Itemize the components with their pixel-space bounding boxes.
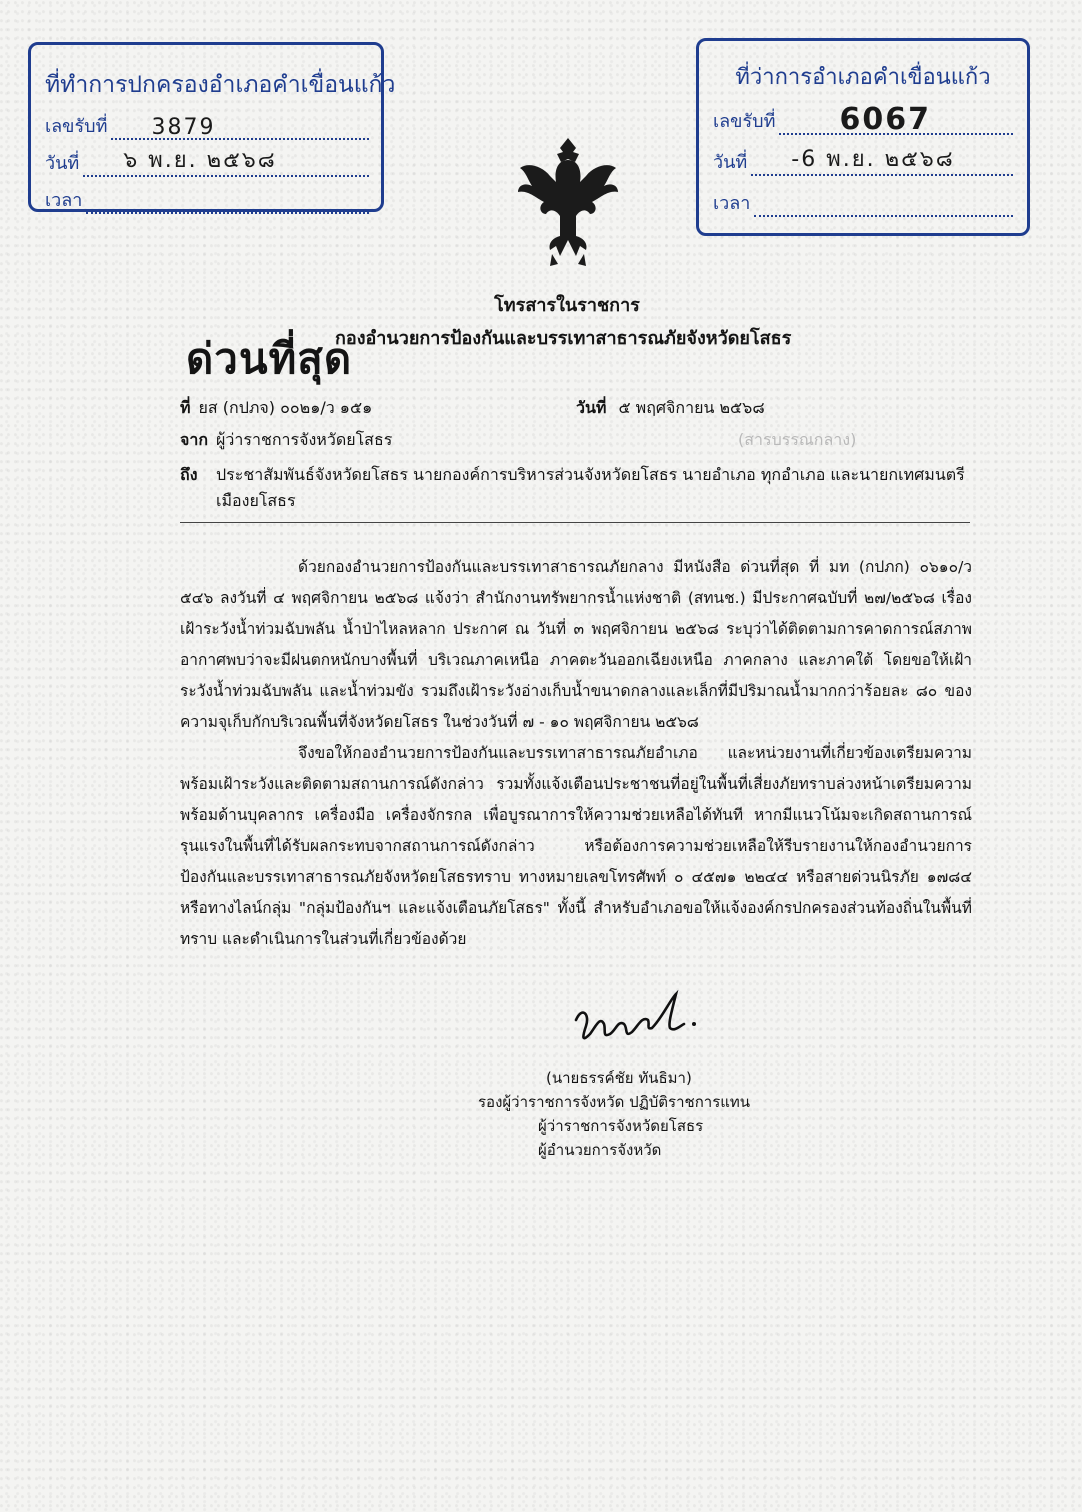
stamp-time-row (713, 188, 1013, 217)
stamp-time-label: เวลา (713, 193, 751, 214)
urgency-label: ด่วนที่สุด (186, 334, 353, 383)
stamp-date-label: วันที่ (713, 152, 748, 173)
faint-registry-stamp: (สารบรรณกลาง) (738, 430, 857, 449)
to-value: ประชาสัมพันธ์จังหวัดยโสธร นายกองค์การบริหารส่วนจังหวัดยโสธร นายอำเภอ ทุกอำเภอ และนายกเทศมนตรีเมืองยโสธร (216, 465, 965, 510)
stamp-office: ที่ว่าการอำเภอคำเขื่อนแก้ว (735, 65, 991, 90)
stamp-date-row (45, 148, 369, 177)
paragraph-2-text: จึงขอให้กองอำนวยการป้องกันและบรรเทาสาธารณภัยอำเภอ และหน่วยงานที่เกี่ยวข้องเตรียมความพร้อมเฝ้าระวังและติดตามสถานการณ์ดังกล่าว รวมทั้งแจ้งเตือนประชาชนที่อยู่ในพื้นที่เสี่ยงภัยทราบล่วงหน้าเตรียมความพร้อมด้านบุคลากร เครื่องมือ เครื่องจักรกล เพื่อบูรณาการให้ความช่วยเหลือได้ทันที หากมีแนวโน้มจะเกิดสถานการณ์รุนแรงในพื้นที่ได้รับผลกระทบจากสถานการณ์ดังกล่าว หรือต้องการความช่วยเหลือให้รีบรายงานให้กองอำนวยการป้องกันและบรรเทาสาธารณภัยจังหวัดยโสธรทราบ ทางหมายเลขโทรศัพท์ ๐ ๔๕๗๑ ๒๒๔๔ หรือสายด่วนนิรภัย ๑๗๘๔ หรือทางไลน์กลุ่ม "กลุ่มป้องกันฯ และแจ้งเตือนภัยโสธร" ทั้งนี้ สำหรับอำเภอขอให้แจ้งองค์กรปกครองส่วนท้องถิ่นในพื้นที่ทราบ และดำเนินการในส่วนที่เกี่ยวข้องด้วย (180, 744, 972, 948)
receipt-stamp-right (696, 38, 1030, 236)
body-paragraph-2 (180, 738, 972, 955)
document-type-title: โทรสารในราชการ (494, 295, 640, 316)
reference-line (180, 396, 372, 421)
stamp-receipt-row (713, 102, 1013, 137)
garuda-emblem-icon (508, 130, 628, 280)
to-line (180, 462, 980, 514)
date-value: ๕ พฤศจิกายน ๒๕๖๘ (618, 398, 765, 417)
stamp-time-row (45, 185, 369, 214)
stamp-receipt-value: 3879 (151, 115, 216, 140)
stamp-time-label: เวลา (45, 190, 83, 211)
date-line (576, 396, 765, 421)
stamp-date-value: -6 พ.ย. ๒๕๖๘ (791, 147, 955, 172)
stamp-receipt-label: เลขรับที่ (713, 111, 776, 132)
paragraph-1-text: ด้วยกองอำนวยการป้องกันและบรรเทาสาธารณภัยกลาง มีหนังสือ ด่วนที่สุด ที่ มท (กปภก) ๐๖๑๐/ว ๕๔๖ ลงวันที่ ๔ พฤศจิกายน ๒๕๖๘ แจ้งว่า สำนักงานทรัพยากรน้ำแห่งชาติ (สทนช.) มีประกาศฉบับที่ ๒๗/๒๕๖๘ เรื่อง เฝ้าระวังน้ำท่วมฉับพลัน น้ำป่าไหลหลาก ประกาศ ณ วันที่ ๓ พฤศจิกายน ๒๕๖๘ ระบุว่าได้ติดตามการคาดการณ์สภาพอากาศพบว่าจะมีฝนตกหนักบางพื้นที่ บริเวณภาคเหนือ ภาคตะวันออกเฉียงเหนือ ภาคกลาง และภาคใต้ โดยขอให้เฝ้าระวังน้ำท่วมฉับพลัน และน้ำท่วมขัง รวมถึงเฝ้าระวังอ่างเก็บน้ำขนาดกลางและเล็กที่มีปริมาณน้ำมากกว่าร้อยละ ๘๐ ของความจุเก็บกักบริเวณพื้นที่จังหวัดยโสธร ในช่วงวันที่ ๗ - ๑๐ พฤศจิกายน ๒๕๖๘ (180, 558, 972, 731)
signatory-name: (นายธรรค์ชัย ทันธิมา) (546, 1069, 692, 1087)
date-label: วันที่ (576, 398, 607, 417)
signatory-position-2: ผู้ว่าราชการจังหวัดยโสธร (538, 1117, 704, 1135)
body-paragraph-1 (180, 552, 972, 738)
to-label: ถึง (180, 465, 198, 484)
signature-block (478, 1066, 818, 1162)
from-label: จาก (180, 430, 209, 449)
receipt-stamp-left (28, 42, 396, 212)
stamp-receipt-label: เลขรับที่ (45, 116, 108, 137)
signatory-position-3: ผู้อำนวยการจังหวัด (538, 1141, 662, 1159)
from-line (180, 428, 392, 453)
stamp-date-label: วันที่ (45, 153, 80, 174)
reference-label: ที่ (180, 398, 191, 417)
stamp-office: ที่ทำการปกครองอำเภอคำเขื่อนแก้ว (45, 72, 396, 98)
reference-value: ยส (กปภจ) ๐๐๒๑/ว ๑๕๑ (198, 398, 373, 417)
stamp-date-value: ๖ พ.ย. ๒๕๖๘ (123, 148, 277, 173)
stamp-receipt-value: 6067 (839, 102, 931, 137)
issuing-office: กองอำนวยการป้องกันและบรรเทาสาธารณภัยจังหวัดยโสธร (335, 328, 792, 349)
from-value: ผู้ว่าราชการจังหวัดยโสธร (216, 430, 393, 449)
stamp-receipt-row (45, 111, 369, 140)
stamp-date-row (713, 147, 1013, 176)
header-divider (180, 522, 970, 523)
handwritten-signature (570, 980, 700, 1050)
signatory-position-1: รองผู้ว่าราชการจังหวัด ปฏิบัติราชการแทน (478, 1093, 751, 1111)
